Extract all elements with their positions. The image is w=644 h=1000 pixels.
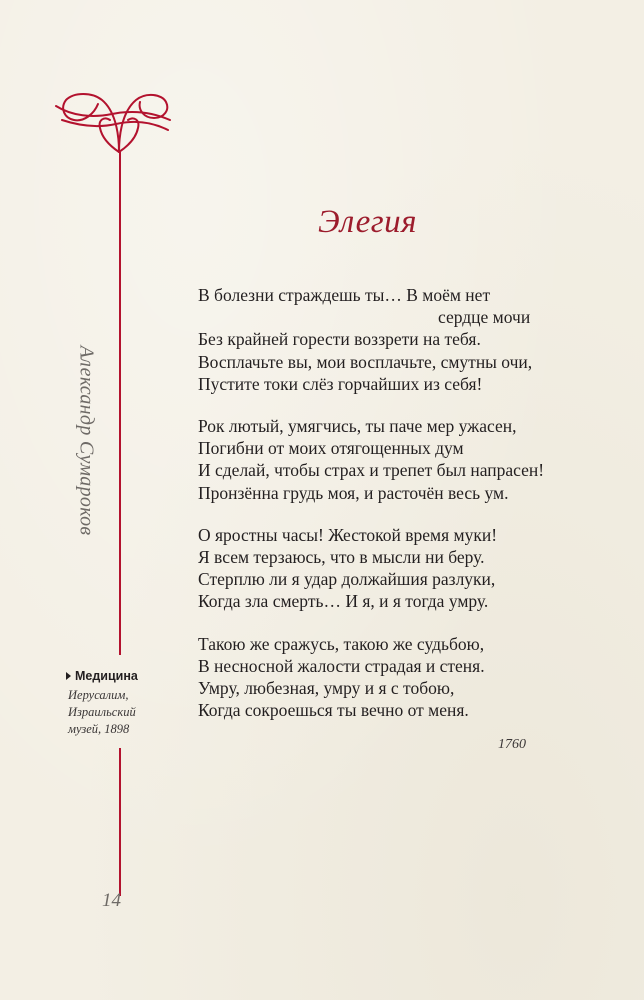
poem-line: Без крайней горести воззрети на тебя. [198,329,481,350]
author-name: Александр Сумароков [75,345,98,535]
caption-line: музей, 1898 [68,722,130,736]
flourish-ornament-icon [52,80,172,160]
poem-line: О яростны часы! Жестокой время муки! [198,524,498,545]
poem-line: Умру, любезная, умру и я с тобою, [198,678,455,699]
divider-line-top [119,152,121,655]
poem-line: Пустите токи слёз горчайших из себя! [198,373,483,394]
poem-line: Пронзённа грудь моя, и расточён весь ум. [198,482,509,503]
poem-line: Погибни от моих отягощенных дум [198,438,464,459]
triangle-right-icon [66,672,71,680]
caption-line: Израильский [68,705,136,719]
poem-stanza [198,524,598,613]
poem-line: Такою же сражусь, такою же судьбою, [198,633,485,654]
poem-stanza [198,415,598,504]
poem-stanza [198,284,598,395]
caption-title-row [66,669,186,683]
poem-line: Когда сокроешься ты вечно от меня. [198,700,469,721]
poem-line: сердце мочи [438,307,531,328]
illustration-caption [66,669,186,738]
poem-line: И сделай, чтобы страх и трепет был напрасен! [198,460,545,481]
poem-year: 1760 [498,737,526,752]
poem-line: В болезни страждешь ты… В моём нет [198,285,491,305]
poem-body [198,284,598,741]
poem-line: Восплачьте вы, мои восплачьте, смутны очи, [198,351,533,372]
poem-line: Я всем терзаюсь, что в мысли ни беру. [198,547,485,568]
caption-line: Иерусалим, [68,688,129,702]
poem-line: В несносной жалости страдая и стеня. [198,655,485,676]
page-number: 14 [102,890,121,911]
divider-line-bottom [119,748,121,896]
poem-line: Стерплю ли я удар должайшия разлуки, [198,569,496,590]
poem-stanza [198,633,598,722]
poem-title: Элегия [318,204,417,240]
caption-title: Медицина [75,669,138,683]
poem-line: Когда зла смерть… И я, и я тогда умру. [198,591,489,612]
author-name-vertical [71,340,101,540]
poem-line: Рок лютый, умягчись, ты паче мер ужасен, [198,416,517,437]
